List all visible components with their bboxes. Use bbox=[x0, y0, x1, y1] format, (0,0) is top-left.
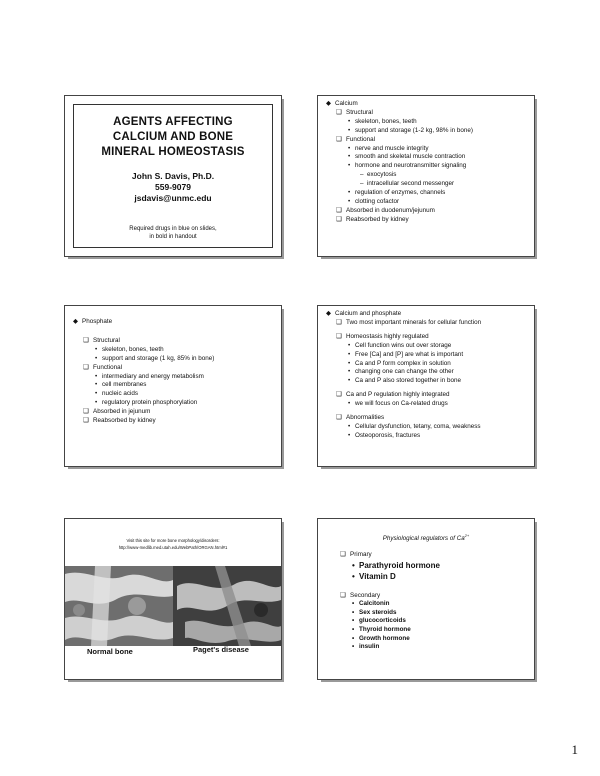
list-item: • Ca and P also stored together in bone bbox=[348, 377, 461, 385]
checkbox-bullet-icon: ❑ bbox=[83, 408, 89, 416]
list-item: • Free [Ca] and [P] are what is important bbox=[348, 350, 464, 358]
title-line: AGENTS AFFECTING bbox=[113, 116, 233, 128]
dot-bullet-icon: • bbox=[95, 399, 98, 407]
checkbox-bullet-icon: ❑ bbox=[83, 363, 89, 371]
slide-heading: Physiological regulators of $Ca^{2+}$ bbox=[382, 533, 470, 543]
dot-bullet-icon: • bbox=[348, 350, 351, 358]
dot-bullet-icon: • bbox=[352, 634, 355, 642]
diamond-bullet-icon: ◆ bbox=[326, 310, 331, 317]
list-item: • insulin bbox=[352, 643, 380, 651]
slide-body bbox=[326, 100, 530, 225]
list-item: • Cellular dysfunction, tetany, coma, weakness bbox=[348, 422, 481, 430]
list-item: • Growth hormone bbox=[352, 634, 410, 642]
slide-regulators bbox=[317, 518, 535, 680]
list-item: • support and storage (1-2 kg, 98% in bone) bbox=[348, 126, 473, 134]
dot-bullet-icon: • bbox=[348, 197, 351, 205]
list-item: • support and storage (1 kg, 85% in bone) bbox=[95, 354, 215, 362]
dot-bullet-icon: • bbox=[352, 560, 355, 570]
micrograph-image bbox=[65, 566, 281, 646]
slide-heading: Calcium and phosphate bbox=[335, 310, 402, 317]
note-line: in bold in handout bbox=[149, 234, 197, 240]
list-item: ❑ Primary bbox=[340, 551, 372, 558]
list-item: • Osteoporosis, fractures bbox=[348, 431, 421, 439]
list-item: ❑ Functional bbox=[83, 363, 123, 371]
list-item: • Cell function wins out over storage bbox=[348, 341, 452, 349]
list-item: • hormone and neurotransmitter signaling bbox=[348, 162, 467, 170]
list-item: • smooth and skeletal muscle contraction bbox=[348, 153, 466, 161]
bone-micrographs bbox=[65, 566, 281, 646]
dot-bullet-icon: • bbox=[352, 625, 355, 633]
list-item: • Parathyroid hormone bbox=[352, 560, 440, 570]
list-item: • nerve and muscle integrity bbox=[348, 144, 429, 152]
dot-bullet-icon: • bbox=[352, 571, 355, 581]
list-item: • Ca and P form complex in solution bbox=[348, 359, 451, 367]
lecture-title bbox=[74, 115, 272, 160]
slide-body bbox=[73, 318, 277, 426]
link-text: Visit this site for more bone morphology/disorders: bbox=[126, 538, 220, 543]
dot-bullet-icon: • bbox=[352, 608, 355, 616]
list-item: ❑ Absorbed in duodenum/jejunum bbox=[336, 206, 435, 214]
caption-normal-bone: Normal bone bbox=[87, 647, 133, 656]
list-item: ❑ Structural bbox=[336, 108, 373, 116]
list-item: • Thyroid hormone bbox=[352, 625, 411, 633]
dot-bullet-icon: • bbox=[348, 377, 351, 385]
dot-bullet-icon: • bbox=[348, 153, 351, 161]
checkbox-bullet-icon: ❑ bbox=[336, 135, 342, 143]
heading-row bbox=[73, 318, 277, 327]
checkbox-bullet-icon: ❑ bbox=[336, 332, 342, 340]
dot-bullet-icon: • bbox=[348, 126, 351, 134]
list-item: • glucocorticoids bbox=[352, 617, 406, 625]
caption-pagets-disease: Paget's disease bbox=[193, 645, 249, 654]
title-line: MINERAL HOMEOSTASIS bbox=[101, 146, 245, 158]
list-item: ❑ Structural bbox=[83, 336, 120, 344]
dot-bullet-icon: • bbox=[348, 162, 351, 170]
marrow-space bbox=[128, 597, 146, 615]
list-item: ❑ Functional bbox=[336, 135, 376, 143]
slide-heading: Calcium bbox=[335, 100, 358, 107]
checkbox-bullet-icon: ❑ bbox=[83, 417, 89, 425]
dash-bullet-icon: – bbox=[360, 180, 364, 188]
dot-bullet-icon: • bbox=[348, 359, 351, 367]
diamond-bullet-icon: ◆ bbox=[326, 100, 331, 107]
title-frame bbox=[73, 104, 273, 248]
dot-bullet-icon: • bbox=[352, 643, 355, 651]
dot-bullet-icon: • bbox=[352, 617, 355, 625]
dash-bullet-icon: – bbox=[360, 171, 364, 179]
list-item: ❑ Homeostasis highly regulated bbox=[336, 332, 429, 340]
list-item: – intracellular second messenger bbox=[360, 180, 455, 188]
slide-phosphate bbox=[64, 305, 282, 467]
list-item: • clotting cofactor bbox=[348, 197, 400, 205]
slide-body bbox=[340, 551, 530, 652]
list-item: • Sex steroids bbox=[352, 608, 397, 616]
checkbox-bullet-icon: ❑ bbox=[336, 215, 342, 223]
list-item: ❑ Absorbed in jejunum bbox=[83, 408, 151, 416]
author-name: John S. Davis, Ph.D. bbox=[131, 171, 215, 181]
slide-title bbox=[64, 95, 282, 257]
dot-bullet-icon: • bbox=[348, 431, 351, 439]
checkbox-bullet-icon: ❑ bbox=[83, 336, 89, 344]
dot-bullet-icon: • bbox=[352, 600, 355, 608]
page-number: 1 bbox=[571, 742, 578, 757]
link-block bbox=[65, 537, 281, 551]
dot-bullet-icon: • bbox=[348, 117, 351, 125]
list-item: ❑ Reabsorbed by kidney bbox=[336, 215, 409, 223]
dot-bullet-icon: • bbox=[348, 368, 351, 376]
heading-row bbox=[326, 310, 530, 319]
slide-heading: Phosphate bbox=[82, 318, 113, 325]
list-item: ❑ Abnormalities bbox=[336, 414, 385, 422]
checkbox-bullet-icon: ❑ bbox=[340, 551, 346, 558]
list-item: • skeleton, bones, teeth bbox=[95, 345, 164, 353]
list-item: • regulatory protein phosphorylation bbox=[95, 399, 198, 407]
list-item: • Vitamin D bbox=[352, 571, 396, 581]
dot-bullet-icon: • bbox=[348, 144, 351, 152]
list-item: • we will focus on Ca-related drugs bbox=[348, 400, 448, 408]
link-url[interactable]: http://www-medlib.med.utah.edu/WebPath/ORGAN.html#1 bbox=[118, 545, 228, 550]
dot-bullet-icon: • bbox=[348, 422, 351, 430]
dot-bullet-icon: • bbox=[348, 400, 351, 408]
author-phone: 559-9079 bbox=[155, 182, 191, 192]
list-item: • regulation of enzymes, channels bbox=[348, 189, 446, 197]
list-item: • cell membranes bbox=[95, 381, 147, 389]
dot-bullet-icon: • bbox=[95, 372, 98, 380]
diamond-bullet-icon: ◆ bbox=[73, 318, 78, 325]
dot-bullet-icon: • bbox=[95, 390, 98, 398]
heading-row bbox=[326, 100, 530, 109]
slide-body bbox=[326, 310, 530, 441]
checkbox-bullet-icon: ❑ bbox=[336, 108, 342, 116]
note-line: Required drugs in blue on slides, bbox=[129, 226, 217, 232]
list-item: ❑ Reabsorbed by kidney bbox=[83, 417, 156, 425]
list-item: • Calcitonin bbox=[352, 600, 390, 608]
checkbox-bullet-icon: ❑ bbox=[340, 591, 346, 599]
checkbox-bullet-icon: ❑ bbox=[336, 206, 342, 214]
slide-calcium bbox=[317, 95, 535, 257]
slide-calcium-phosphate bbox=[317, 305, 535, 467]
list-item: ❑ Two most important minerals for cellular function bbox=[336, 318, 482, 326]
marrow-space bbox=[254, 603, 268, 617]
list-item: • nucleic acids bbox=[95, 390, 139, 398]
checkbox-bullet-icon: ❑ bbox=[336, 391, 342, 399]
dot-bullet-icon: • bbox=[95, 354, 98, 362]
author-email: jsdavis@unmc.edu bbox=[134, 193, 212, 203]
checkbox-bullet-icon: ❑ bbox=[336, 318, 342, 326]
marrow-space bbox=[73, 604, 85, 616]
list-item: ❑ Ca and P regulation highly integrated bbox=[336, 391, 450, 399]
dot-bullet-icon: • bbox=[95, 345, 98, 353]
dot-bullet-icon: • bbox=[95, 381, 98, 389]
title-line: CALCIUM AND BONE bbox=[112, 131, 234, 143]
list-item: • intermediary and energy metabolism bbox=[95, 372, 204, 380]
list-item: – exocytosis bbox=[360, 171, 397, 179]
author-block bbox=[74, 171, 272, 204]
list-item: • changing one can change the other bbox=[348, 368, 454, 376]
drug-note bbox=[74, 225, 272, 241]
checkbox-bullet-icon: ❑ bbox=[336, 414, 342, 422]
dot-bullet-icon: • bbox=[348, 341, 351, 349]
slide-bone-images bbox=[64, 518, 282, 680]
list-item: • skeleton, bones, teeth bbox=[348, 117, 417, 125]
list-item: ❑ Secondary bbox=[340, 591, 381, 599]
dot-bullet-icon: • bbox=[348, 189, 351, 197]
